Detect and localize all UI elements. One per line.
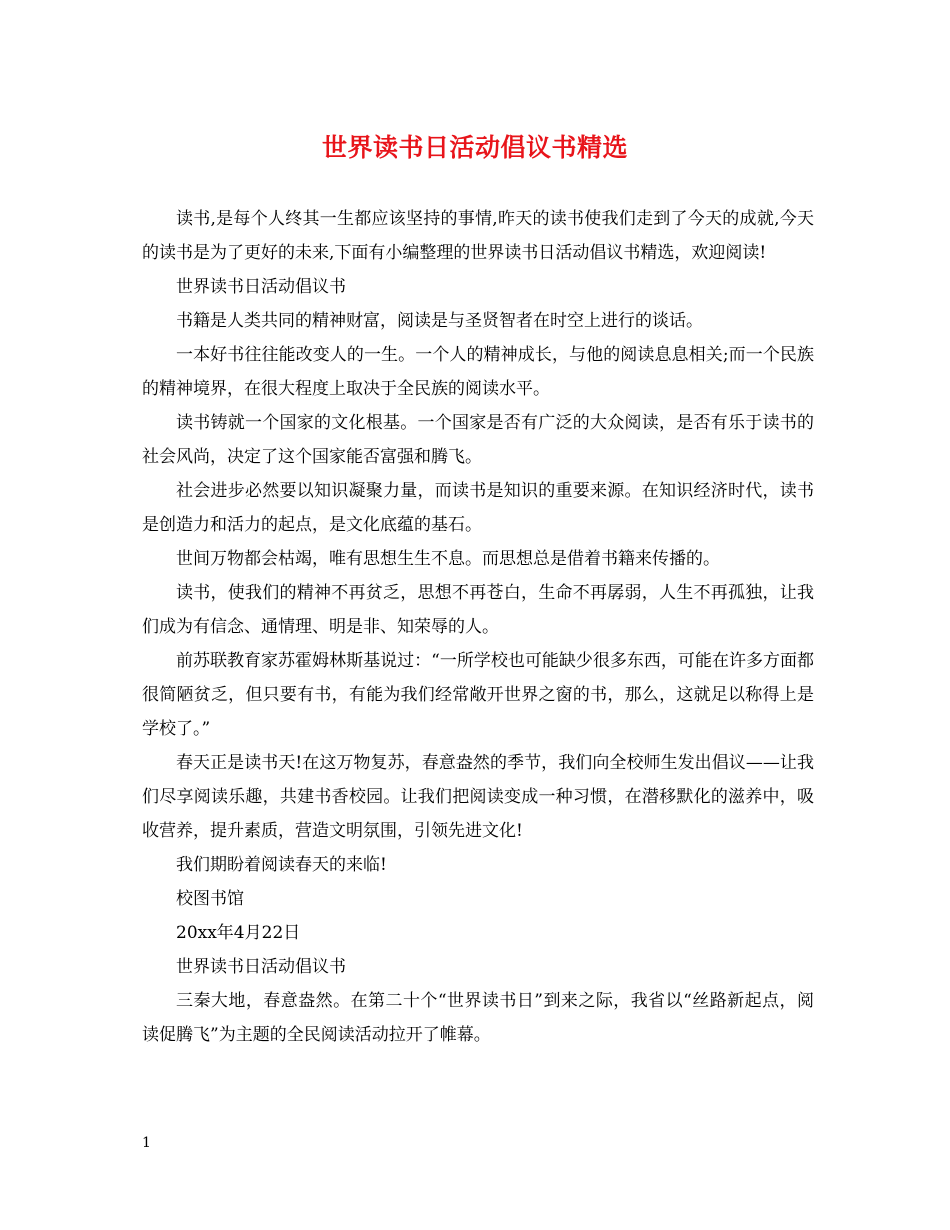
paragraph: 一本好书往往能改变人的一生。一个人的精神成长，与他的阅读息息相关;而一个民族的精神境界，在很大程度上取决于全民族的阅读水平。	[142, 345, 814, 399]
paragraph: 世界读书日活动倡议书	[176, 277, 346, 297]
paragraph: 社会进步必然要以知识凝聚力量，而读书是知识的重要来源。在知识经济时代，读书是创造力和活力的起点，是文化底蕴的基石。	[142, 481, 814, 535]
paragraph: 书籍是人类共同的精神财富，阅读是与圣贤智者在时空上进行的谈话。	[176, 311, 703, 331]
paragraph: 三秦大地，春意盎然。在第二十个“世界读书日”到来之际，我省以“丝路新起点，阅读促腾飞”为主题的全民阅读活动拉开了帷幕。	[142, 991, 814, 1045]
paragraph: 20xx年4月22日	[176, 923, 301, 943]
paragraph: 读书，使我们的精神不再贫乏，思想不再苍白，生命不再孱弱，人生不再孤独，让我们成为有信念、通情理、明是非、知荣辱的人。	[142, 583, 814, 637]
paragraph: 读书铸就一个国家的文化根基。一个国家是否有广泛的大众阅读，是否有乐于读书的社会风尚，决定了这个国家能否富强和腾飞。	[142, 413, 814, 467]
paragraph: 前苏联教育家苏霍姆林斯基说过：“一所学校也可能缺少很多东西，可能在许多方面都很简陋贫乏，但只要有书，有能为我们经常敞开世界之窗的书，那么，这就足以称得上是学校了。”	[142, 651, 814, 739]
paragraph: 校图书馆	[176, 889, 244, 909]
paragraph: 世间万物都会枯竭，唯有思想生生不息。而思想总是借着书籍来传播的。	[176, 549, 720, 569]
paragraph: 我们期盼着阅读春天的来临!	[176, 855, 387, 875]
paragraph: 春天正是读书天!在这万物复苏，春意盎然的季节，我们向全校师生发出倡议——让我们尽享阅读乐趣，共建书香校园。让我们把阅读变成一种习惯，在潜移默化的滋养中，吸收营养，提升素质，营造文明氛围，引领先进文化!	[142, 753, 814, 841]
page-number: 1	[142, 1135, 151, 1151]
document-body	[142, 202, 814, 1052]
paragraph: 读书,是每个人终其一生都应该坚持的事情,昨天的读书使我们走到了今天的成就,今天的读书是为了更好的未来,下面有小编整理的世界读书日活动倡议书精选，欢迎阅读!	[142, 209, 814, 263]
document-title: 世界读书日活动倡议书精选	[321, 133, 628, 162]
paragraph: 世界读书日活动倡议书	[176, 957, 346, 977]
